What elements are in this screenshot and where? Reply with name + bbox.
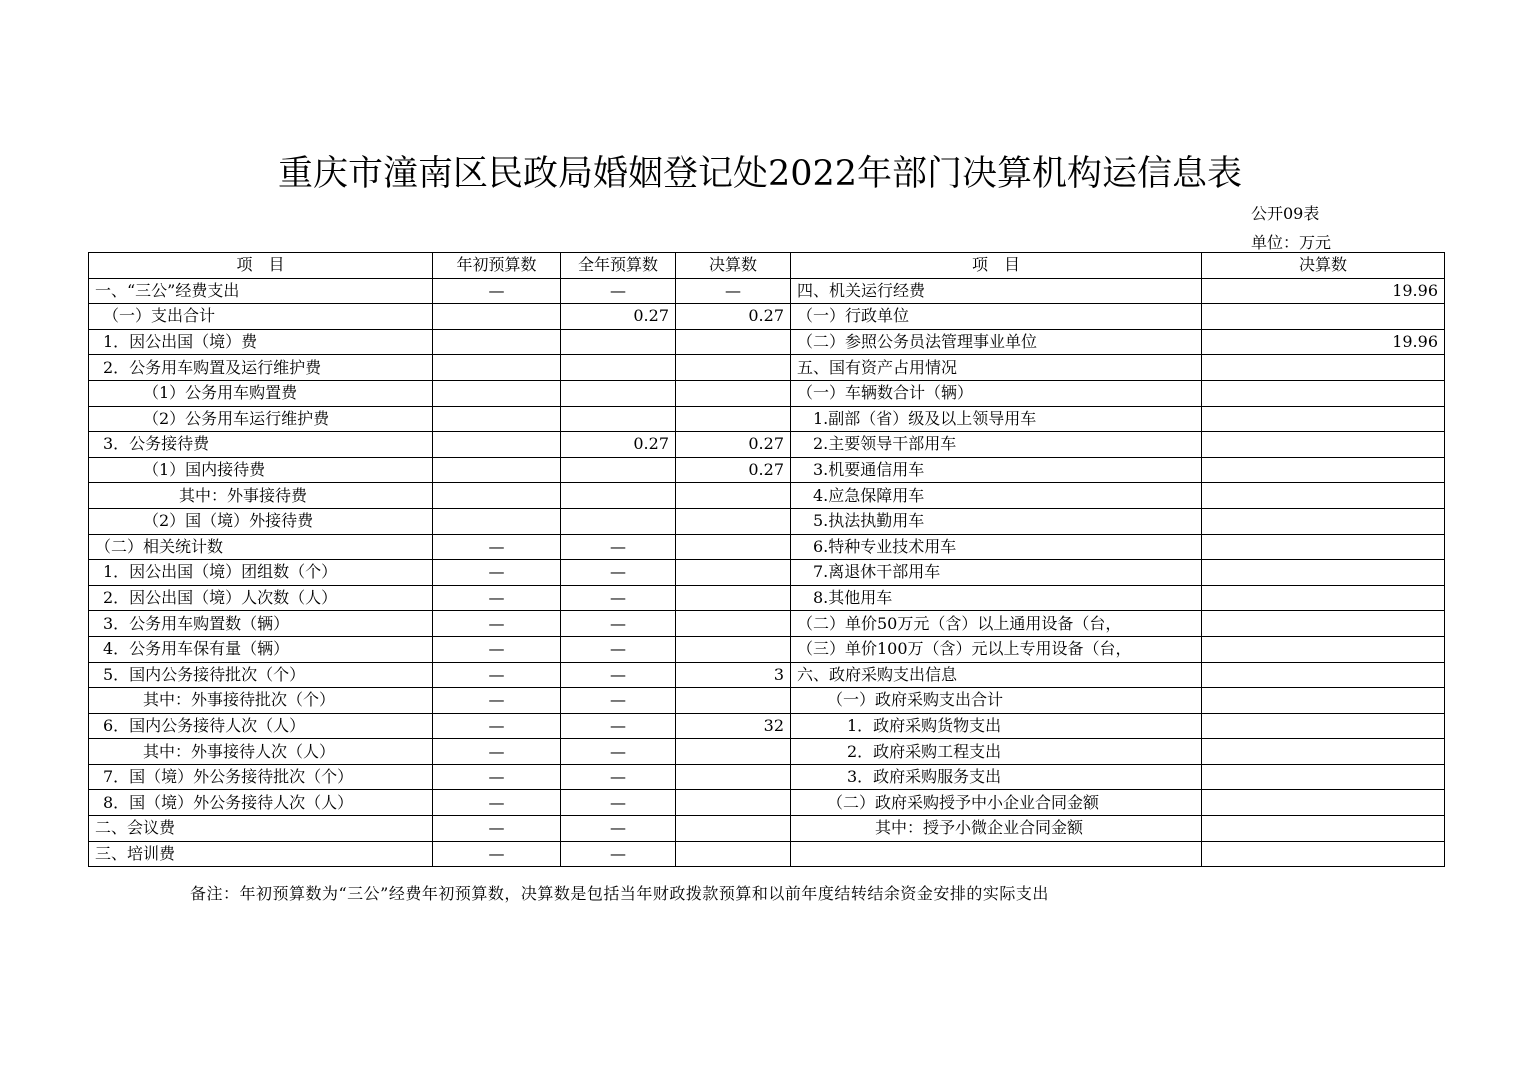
final-cell: 3 [676,662,791,688]
right-final-cell [1202,611,1445,637]
row-label: 8．国（境）外公务接待人次（人） [89,790,433,816]
table-row [89,585,1445,611]
table-row [89,278,1445,304]
row-label: 4．公务用车保有量（辆） [89,636,433,662]
right-row-label: （三）单价100万（含）元以上专用设备（台， [791,636,1202,662]
final-cell: — [676,278,791,304]
full-year-budget-cell: 0.27 [561,304,676,330]
row-label: 二、会议费 [89,816,433,842]
full-year-budget-cell: — [561,816,676,842]
right-row-label: 其中：授予小微企业合同金额 [791,816,1202,842]
right-row-label: 2．政府采购工程支出 [791,739,1202,765]
full-year-budget-cell [561,380,676,406]
full-year-budget-cell: — [561,739,676,765]
header-final: 决算数 [676,253,791,279]
full-year-budget-cell: 0.27 [561,432,676,458]
table-row [89,713,1445,739]
form-number: 公开09表 [1251,204,1320,223]
initial-budget-cell: — [433,841,561,867]
right-row-label: （一）车辆数合计（辆） [791,380,1202,406]
row-label: 三、培训费 [89,841,433,867]
full-year-budget-cell: — [561,662,676,688]
final-cell [676,790,791,816]
right-row-label [791,841,1202,867]
row-label: 7．国（境）外公务接待批次（个） [89,764,433,790]
header-item-right: 项 目 [791,253,1202,279]
full-year-budget-cell: — [561,688,676,714]
table-row [89,662,1445,688]
table-row [89,739,1445,765]
initial-budget-cell [433,329,561,355]
final-cell [676,508,791,534]
table-row [89,816,1445,842]
full-year-budget-cell: — [561,585,676,611]
right-final-cell [1202,816,1445,842]
row-label: （1）公务用车购置费 [89,380,433,406]
right-final-cell [1202,739,1445,765]
full-year-budget-cell [561,457,676,483]
final-cell [676,688,791,714]
full-year-budget-cell: — [561,764,676,790]
row-label: 其中：外事接待批次（个） [89,688,433,714]
initial-budget-cell [433,406,561,432]
final-cell: 0.27 [676,432,791,458]
right-row-label: 3．政府采购服务支出 [791,764,1202,790]
initial-budget-cell: — [433,816,561,842]
final-cell [676,560,791,586]
row-label: （1）国内接待费 [89,457,433,483]
right-row-label: （二）政府采购授予中小企业合同金额 [791,790,1202,816]
right-row-label: 3.机要通信用车 [791,457,1202,483]
full-year-budget-cell [561,406,676,432]
row-label: 其中：外事接待人次（人） [89,739,433,765]
right-final-cell [1202,841,1445,867]
table-row [89,790,1445,816]
final-cell [676,585,791,611]
row-label: 1．因公出国（境）团组数（个） [89,560,433,586]
final-cell [676,329,791,355]
final-cell [676,739,791,765]
right-row-label: 8.其他用车 [791,585,1202,611]
final-cell [676,611,791,637]
right-final-cell [1202,585,1445,611]
right-final-cell [1202,432,1445,458]
final-cell [676,534,791,560]
row-label: 2．公务用车购置及运行维护费 [89,355,433,381]
row-label: （2）公务用车运行维护费 [89,406,433,432]
initial-budget-cell [433,483,561,509]
right-row-label: 2.主要领导干部用车 [791,432,1202,458]
row-label: 一、“三公”经费支出 [89,278,433,304]
right-final-cell [1202,636,1445,662]
initial-budget-cell: — [433,278,561,304]
table-row [89,432,1445,458]
initial-budget-cell: — [433,739,561,765]
row-label: 3．公务用车购置数（辆） [89,611,433,637]
right-final-cell [1202,508,1445,534]
row-label: 5．国内公务接待批次（个） [89,662,433,688]
row-label: （2）国（境）外接待费 [89,508,433,534]
header-final-right: 决算数 [1202,253,1445,279]
right-row-label: 5.执法执勤用车 [791,508,1202,534]
full-year-budget-cell: — [561,611,676,637]
report-table [88,252,1445,867]
final-cell [676,355,791,381]
table-row [89,329,1445,355]
table-row [89,688,1445,714]
table-row [89,764,1445,790]
initial-budget-cell: — [433,636,561,662]
row-label: （二）相关统计数 [89,534,433,560]
table-row [89,534,1445,560]
full-year-budget-cell: — [561,841,676,867]
header-initial-budget: 年初预算数 [433,253,561,279]
final-cell [676,841,791,867]
page-title: 重庆市潼南区民政局婚姻登记处2022年部门决算机构运信息表 [277,154,1243,194]
right-row-label: 4.应急保障用车 [791,483,1202,509]
right-final-cell [1202,560,1445,586]
right-final-cell: 19.96 [1202,329,1445,355]
right-row-label: 6.特种专业技术用车 [791,534,1202,560]
right-final-cell [1202,483,1445,509]
initial-budget-cell [433,304,561,330]
initial-budget-cell [433,355,561,381]
final-cell: 32 [676,713,791,739]
right-final-cell [1202,304,1445,330]
full-year-budget-cell [561,483,676,509]
initial-budget-cell [433,508,561,534]
initial-budget-cell [433,432,561,458]
initial-budget-cell: — [433,534,561,560]
right-row-label: 六、政府采购支出信息 [791,662,1202,688]
right-row-label: 五、国有资产占用情况 [791,355,1202,381]
right-row-label: 1．政府采购货物支出 [791,713,1202,739]
full-year-budget-cell [561,355,676,381]
initial-budget-cell: — [433,662,561,688]
table-row [89,841,1445,867]
final-cell [676,380,791,406]
header-item: 项 目 [89,253,433,279]
right-final-cell [1202,406,1445,432]
table-row [89,636,1445,662]
right-row-label: （一）政府采购支出合计 [791,688,1202,714]
full-year-budget-cell [561,329,676,355]
right-final-cell [1202,764,1445,790]
right-row-label: 1.副部（省）级及以上领导用车 [791,406,1202,432]
right-final-cell [1202,355,1445,381]
row-label: 6．国内公务接待人次（人） [89,713,433,739]
right-final-cell [1202,534,1445,560]
final-cell [676,816,791,842]
right-row-label: 四、机关运行经费 [791,278,1202,304]
final-cell: 0.27 [676,457,791,483]
right-final-cell: 19.96 [1202,278,1445,304]
full-year-budget-cell: — [561,278,676,304]
right-row-label: （一）行政单位 [791,304,1202,330]
right-final-cell [1202,790,1445,816]
initial-budget-cell: — [433,713,561,739]
right-final-cell [1202,380,1445,406]
table-row [89,483,1445,509]
table-row [89,457,1445,483]
row-label: 其中：外事接待费 [89,483,433,509]
right-final-cell [1202,688,1445,714]
row-label: 2．因公出国（境）人次数（人） [89,585,433,611]
initial-budget-cell: — [433,688,561,714]
final-cell: 0.27 [676,304,791,330]
right-row-label: （二）参照公务员法管理事业单位 [791,329,1202,355]
right-row-label: 7.离退休干部用车 [791,560,1202,586]
table-row [89,560,1445,586]
initial-budget-cell: — [433,585,561,611]
header-full-year-budget: 全年预算数 [561,253,676,279]
table-row [89,611,1445,637]
full-year-budget-cell: — [561,713,676,739]
final-cell [676,406,791,432]
table-row [89,355,1445,381]
initial-budget-cell: — [433,611,561,637]
initial-budget-cell: — [433,790,561,816]
right-final-cell [1202,457,1445,483]
full-year-budget-cell: — [561,636,676,662]
row-label: 1．因公出国（境）费 [89,329,433,355]
initial-budget-cell [433,457,561,483]
full-year-budget-cell: — [561,560,676,586]
final-cell [676,764,791,790]
row-label: （一）支出合计 [89,304,433,330]
right-final-cell [1202,662,1445,688]
footnote: 备注：年初预算数为“三公”经费年初预算数，决算数是包括当年财政拨款预算和以前年度结转结余资金安排的实际支出 [190,884,1049,903]
right-final-cell [1202,713,1445,739]
table-row [89,304,1445,330]
initial-budget-cell: — [433,764,561,790]
table-header-row [89,253,1445,279]
full-year-budget-cell [561,508,676,534]
table-row [89,508,1445,534]
initial-budget-cell: — [433,560,561,586]
right-row-label: （二）单价50万元（含）以上通用设备（台， [791,611,1202,637]
full-year-budget-cell: — [561,790,676,816]
table-row [89,406,1445,432]
table-row [89,380,1445,406]
full-year-budget-cell: — [561,534,676,560]
initial-budget-cell [433,380,561,406]
unit-label: 单位：万元 [1251,233,1332,252]
final-cell [676,636,791,662]
final-cell [676,483,791,509]
row-label: 3．公务接待费 [89,432,433,458]
